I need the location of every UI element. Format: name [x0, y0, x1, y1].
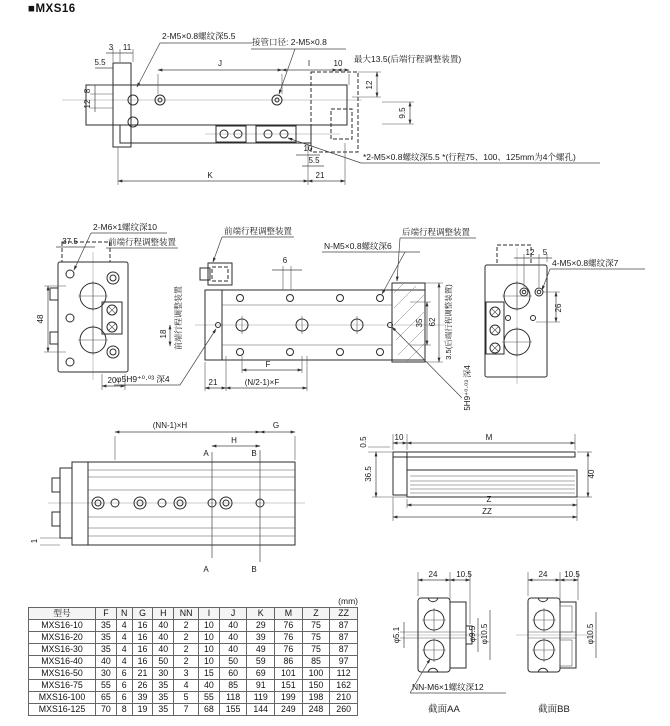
value-cell: 85: [302, 656, 330, 668]
value-cell: 50: [219, 656, 247, 668]
value-cell: 10: [199, 656, 220, 668]
dim-G: G: [272, 421, 280, 430]
dim-37-5: 37.5: [62, 237, 78, 246]
table-header-cell: G: [132, 608, 153, 620]
section-bb-caption: 截面BB: [538, 704, 570, 715]
value-cell: 150: [302, 680, 330, 692]
value-cell: 40: [153, 644, 174, 656]
value-cell: 101: [275, 668, 303, 680]
table-row: [29, 668, 358, 680]
table-header-row: [29, 608, 358, 620]
body-outline: [86, 85, 347, 125]
dim-21: 21: [315, 171, 325, 180]
value-cell: 7: [174, 704, 199, 716]
value-cell: 35: [96, 644, 117, 656]
dim-H: H: [231, 436, 237, 445]
value-cell: 55: [199, 692, 220, 704]
table-header-cell: ZZ: [330, 608, 358, 620]
value-cell: 69: [247, 668, 275, 680]
section-b-top-label: B: [251, 449, 257, 458]
value-cell: 40: [219, 644, 247, 656]
table-row: [29, 680, 358, 692]
aa-dia-9-5: φ9.5: [468, 625, 477, 643]
aa-dia-5-1: φ5.1: [392, 626, 401, 644]
value-cell: 76: [275, 620, 303, 632]
dim-nn-h: (NN-1)×H: [152, 421, 188, 430]
drawing-profile-view: [359, 433, 596, 521]
thread-bottom-note: *2-M5×0.8螺纹深5.5 *(行程75、100、125mm为4个螺孔): [363, 152, 576, 162]
value-cell: 19: [132, 704, 153, 716]
model-cell: MXS16-20: [29, 632, 96, 644]
max-stroke-note: 最大13.5(后端行程调整装置): [354, 54, 462, 64]
dim-10: 10: [333, 59, 343, 68]
dim-36-5: 36.5: [364, 466, 373, 482]
value-cell: 112: [330, 668, 358, 680]
rail-plan-outline: [72, 462, 295, 545]
value-cell: 6: [116, 680, 132, 692]
dim-0-5: 0.5: [359, 436, 368, 448]
right-end-view-outline: [485, 265, 547, 377]
value-cell: 65: [96, 692, 117, 704]
value-cell: 97: [330, 656, 358, 668]
dim-ZZ: ZZ: [482, 507, 492, 516]
model-cell: MXS16-10: [29, 620, 96, 632]
dim-9-5: 9.5: [398, 107, 407, 119]
value-cell: 55: [96, 680, 117, 692]
value-cell: 100: [302, 668, 330, 680]
section-aa-caption: 截面AA: [428, 704, 460, 715]
thread-left-label: 2-M6×1螺纹深10: [93, 222, 158, 232]
dim-1: 1: [30, 538, 39, 544]
section-a-bottom-label: A: [203, 565, 209, 574]
table-header-cell: F: [96, 608, 117, 620]
value-cell: 76: [275, 644, 303, 656]
value-cell: 30: [153, 668, 174, 680]
section-a-top-label: A: [203, 449, 209, 458]
value-cell: 40: [219, 620, 247, 632]
dim-62: 62: [428, 317, 437, 327]
front-adjuster-plan-label: 前端行程调整装置: [224, 226, 293, 236]
thread-n-label: N-M5×0.8螺纹深6: [324, 241, 392, 251]
dim-K: K: [207, 171, 213, 180]
dim-I: I: [307, 59, 311, 68]
stroke-adjuster-hidden: [311, 72, 358, 152]
value-cell: 2: [174, 620, 199, 632]
value-cell: 70: [96, 704, 117, 716]
value-cell: 118: [219, 692, 247, 704]
dim-8: 8: [83, 88, 92, 94]
value-cell: 50: [153, 656, 174, 668]
value-cell: 60: [219, 668, 247, 680]
table-header-cell: K: [247, 608, 275, 620]
dim-5-5: 5.5: [94, 58, 106, 67]
dim-Z: Z: [486, 495, 492, 504]
pin-hole-right-label: 5H9⁺⁰·⁰³ 深4: [463, 365, 472, 411]
value-cell: 4: [116, 644, 132, 656]
dim-18: 18: [159, 329, 168, 339]
value-cell: 35: [96, 620, 117, 632]
value-cell: 40: [153, 620, 174, 632]
model-cell: MXS16-75: [29, 680, 96, 692]
dim-5-5-b: 5.5: [308, 156, 320, 165]
end-plate-outline: [113, 63, 131, 147]
bb-dim-10-5: 10.5: [564, 570, 580, 579]
port-label: 接管口径: 2-M5×0.8: [252, 37, 327, 47]
drawing-bottom-view: [30, 421, 305, 574]
dim-12-left: 12: [83, 99, 92, 109]
dimension-table-area: [28, 596, 358, 716]
rear-note-vert: 3.5(后端行程调整装置): [444, 284, 453, 360]
value-cell: 248: [302, 704, 330, 716]
value-cell: 16: [132, 632, 153, 644]
model-cell: MXS16-100: [29, 692, 96, 704]
rear-adjuster-label: 后端行程调整装置: [402, 227, 471, 237]
thread-top-label: 2-M5×0.8螺纹深5.5: [162, 31, 236, 41]
value-cell: 40: [96, 656, 117, 668]
value-cell: 21: [132, 668, 153, 680]
value-cell: 8: [116, 704, 132, 716]
table-plate-outline: [393, 452, 575, 457]
value-cell: 40: [153, 632, 174, 644]
value-cell: 86: [275, 656, 303, 668]
value-cell: 2: [174, 656, 199, 668]
table-row: [29, 704, 358, 716]
aa-dim-24: 24: [428, 570, 438, 579]
thread-4m5-label: 4-M5×0.8螺纹深7: [552, 258, 619, 268]
model-cell: MXS16-50: [29, 668, 96, 680]
value-cell: 16: [132, 656, 153, 668]
value-cell: 210: [330, 692, 358, 704]
dim-6: 6: [282, 256, 288, 265]
value-cell: 6: [116, 692, 132, 704]
drawing-plan-view: [36, 222, 645, 411]
front-adjuster-vert-label: 前端行程调整装置: [174, 286, 183, 350]
table-row: [29, 620, 358, 632]
value-cell: 59: [247, 656, 275, 668]
value-cell: 6: [116, 668, 132, 680]
value-cell: 119: [247, 692, 275, 704]
dim-26: 26: [554, 303, 563, 313]
model-cell: MXS16-30: [29, 644, 96, 656]
table-header-cell: M: [275, 608, 303, 620]
dim-48: 48: [36, 314, 45, 324]
pin-hole-label: φ5H9⁺⁰·⁰³ 深4: [116, 374, 170, 384]
model-cell: MXS16-40: [29, 656, 96, 668]
value-cell: 75: [302, 644, 330, 656]
dim-35: 35: [415, 318, 424, 328]
value-cell: 15: [199, 668, 220, 680]
table-header-cell: J: [219, 608, 247, 620]
value-cell: 16: [132, 620, 153, 632]
dimension-table: [28, 607, 358, 716]
value-cell: 10: [199, 620, 220, 632]
value-cell: 249: [275, 704, 303, 716]
drawing-side-view: [62, 31, 600, 185]
model-cell: MXS16-125: [29, 704, 96, 716]
value-cell: 4: [116, 620, 132, 632]
value-cell: 260: [330, 704, 358, 716]
dim-3: 3: [108, 43, 114, 52]
dimension-table-body: [29, 620, 358, 716]
section-bb-view: [516, 570, 596, 715]
table-row: [29, 656, 358, 668]
dim-10-b: 10: [303, 144, 313, 153]
table-header-cell: Z: [302, 608, 330, 620]
value-cell: 155: [219, 704, 247, 716]
front-adjuster-label: 前端行程调整装置: [108, 237, 177, 247]
value-cell: 39: [132, 692, 153, 704]
value-cell: 68: [199, 704, 220, 716]
table-header-cell: 型号: [29, 608, 96, 620]
value-cell: 10: [199, 632, 220, 644]
value-cell: 87: [330, 632, 358, 644]
unit-note: (mm): [338, 596, 358, 606]
value-cell: 4: [116, 632, 132, 644]
dim-n2f: (N/2-1)×F: [244, 378, 280, 387]
value-cell: 4: [116, 656, 132, 668]
section-aa-view: [392, 570, 506, 715]
value-cell: 162: [330, 680, 358, 692]
value-cell: 35: [153, 680, 174, 692]
value-cell: 75: [302, 632, 330, 644]
dim-10-profile: 10: [394, 433, 404, 442]
table-row: [29, 692, 358, 704]
table-header-cell: H: [153, 608, 174, 620]
page-title: ■MXS16: [28, 3, 76, 15]
value-cell: 75: [302, 620, 330, 632]
value-cell: 76: [275, 632, 303, 644]
value-cell: 35: [153, 704, 174, 716]
bb-dia-10-5: φ10.5: [586, 623, 595, 645]
aa-thread-label: NN-M6×1螺纹深12: [412, 682, 484, 692]
bb-dim-24: 24: [538, 570, 548, 579]
aa-dia-10-5: φ10.5: [480, 623, 489, 645]
value-cell: 39: [247, 632, 275, 644]
dim-F: F: [265, 360, 271, 369]
value-cell: 144: [247, 704, 275, 716]
value-cell: 91: [247, 680, 275, 692]
table-header-cell: NN: [174, 608, 199, 620]
aa-dim-10-5: 10.5: [456, 570, 472, 579]
value-cell: 198: [302, 692, 330, 704]
value-cell: 26: [132, 680, 153, 692]
value-cell: 5: [174, 692, 199, 704]
value-cell: 2: [174, 632, 199, 644]
dim-J: J: [218, 59, 222, 68]
value-cell: 4: [174, 680, 199, 692]
value-cell: 10: [199, 644, 220, 656]
dim-40: 40: [587, 469, 596, 479]
value-cell: 16: [132, 644, 153, 656]
value-cell: 87: [330, 620, 358, 632]
value-cell: 40: [199, 680, 220, 692]
dim-5-rv: 5: [542, 248, 548, 257]
value-cell: 35: [153, 692, 174, 704]
dim-11: 11: [122, 43, 132, 52]
dimension-table-head: [29, 608, 358, 620]
value-cell: 49: [247, 644, 275, 656]
value-cell: 29: [247, 620, 275, 632]
value-cell: 2: [174, 644, 199, 656]
value-cell: 30: [96, 668, 117, 680]
table-header-cell: I: [199, 608, 220, 620]
dim-M: M: [485, 433, 493, 442]
table-row: [29, 644, 358, 656]
value-cell: 40: [219, 632, 247, 644]
dim-20: 20: [107, 376, 117, 385]
value-cell: 35: [96, 632, 117, 644]
value-cell: 3: [174, 668, 199, 680]
value-cell: 199: [275, 692, 303, 704]
value-cell: 151: [275, 680, 303, 692]
dim-21-plan: 21: [208, 378, 218, 387]
table-header-cell: N: [116, 608, 132, 620]
dim-12-rv: 12: [525, 248, 535, 257]
value-cell: 87: [330, 644, 358, 656]
section-b-bottom-label: B: [251, 565, 257, 574]
table-row: [29, 632, 358, 644]
value-cell: 85: [219, 680, 247, 692]
dim-12-right: 12: [365, 80, 374, 90]
